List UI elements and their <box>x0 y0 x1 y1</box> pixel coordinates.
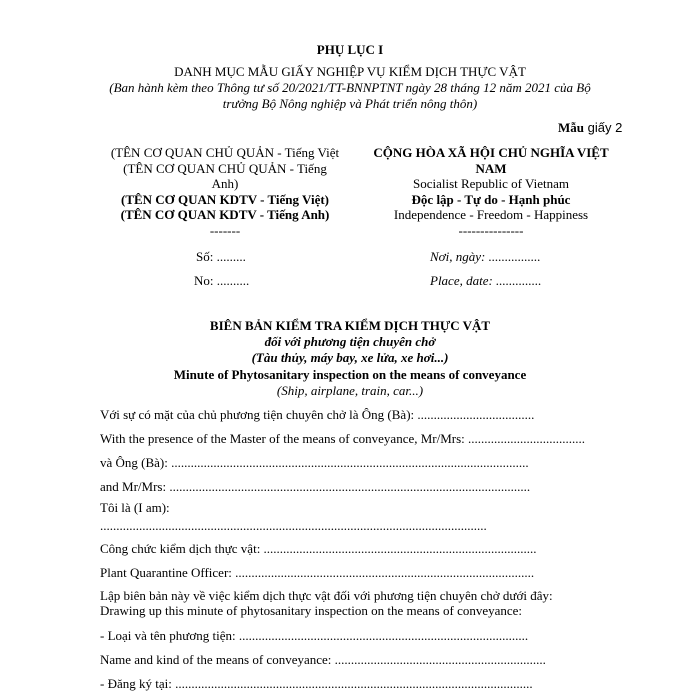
place-date-vi: Nơi, ngày: ................ <box>430 249 541 264</box>
master-name-vi-field: Với sự có mặt của chủ phương tiện chuyên chở là Ông (Bà): .................................... <box>100 407 535 422</box>
doc-number-vi: Số: ......... <box>196 249 246 264</box>
motto-en: Independence - Freedom - Happiness <box>393 207 589 222</box>
officer-title-en-field: Plant Quarantine Officer: ............................................................................................ <box>100 565 535 580</box>
form-list-title: DANH MỤC MẪU GIẤY NGHIỆP VỤ KIỂM DỊCH THỰC VẬT <box>174 64 526 79</box>
form-number-value: giấy 2 <box>584 120 623 135</box>
motto-vi: Độc lập - Tự do - Hạnh phúc <box>411 191 571 207</box>
conveyance-types-en: (Ship, airplane, train, car...) <box>276 383 424 398</box>
conveyance-kind-en-field: Name and kind of the means of conveyance: ................................................................. <box>100 652 546 667</box>
conveyance-types-vi: (Tàu thủy, máy bay, xe lửa, xe hơi...) <box>251 350 449 365</box>
doc-number-en: No: .......... <box>194 273 250 288</box>
quarantine-agency-en: (TÊN CƠ QUAN KDTV - Tiếng Anh) <box>120 207 330 222</box>
master-name-en-field: With the presence of the Master of the means of conveyance, Mr/Mrs: .................................... <box>100 431 586 446</box>
parent-agency-vi: (TÊN CƠ QUAN CHỦ QUẢN - Tiếng Việt <box>110 145 340 160</box>
parent-agency-en-cont: Anh) <box>211 176 239 191</box>
national-separator: --------------- <box>458 222 524 238</box>
officer-title-vi-field: Công chức kiểm dịch thực vật: .................................................................................... <box>100 541 537 556</box>
country-name-vi: CỘNG HÒA XÃ HỘI CHỦ NGHĨA VIỆT <box>373 145 609 160</box>
minute-title-vi: BIÊN BẢN KIỂM TRA KIỂM DỊCH THỰC VẬT <box>209 318 491 333</box>
parent-agency-en: (TÊN CƠ QUAN CHỦ QUẢN - Tiếng <box>123 160 327 176</box>
place-date-en: Place, date: .............. <box>430 273 542 288</box>
registered-at-field: - Đăng ký tại: .............................................................................................................. <box>100 676 533 691</box>
purpose-statement-vi: Lập biên bản này về việc kiểm dịch thực vật đối với phương tiện chuyên chở dưới đây: <box>100 588 553 603</box>
issued-note-line1: (Ban hành kèm theo Thông tư số 20/2021/TT-BNNPTNT ngày 28 tháng 12 năm 2021 của Bộ <box>109 80 591 95</box>
officer-intro-field: ....................................................................................................................... <box>100 518 487 533</box>
form-number-label: Mẫu <box>558 120 584 135</box>
witness-name-en-field: and Mr/Mrs: ............................................................................................................... <box>100 479 531 494</box>
conveyance-kind-vi-field: - Loại và tên phương tiện: ......................................................................................... <box>100 628 529 643</box>
issued-note-line2: trưởng Bộ Nông nghiệp và Phát triển nông thôn) <box>222 96 478 111</box>
appendix-heading: PHỤ LỤC I <box>316 42 384 57</box>
form-number <box>558 120 622 136</box>
national-header <box>360 145 622 238</box>
minute-title-en: Minute of Phytosanitary inspection on the means of conveyance <box>173 367 527 382</box>
witness-name-vi-field: và Ông (Bà): .............................................................................................................. <box>100 455 529 470</box>
quarantine-agency-vi: (TÊN CƠ QUAN KDTV - Tiếng Việt) <box>120 191 329 207</box>
country-name-en: Socialist Republic of Vietnam <box>412 176 570 191</box>
minute-subtitle-vi: đối với phương tiện chuyên chở <box>264 334 436 349</box>
country-name-vi-cont: NAM <box>475 160 507 176</box>
agency-header <box>96 145 354 238</box>
agency-separator: ------- <box>209 222 241 238</box>
purpose-statement-en: Drawing up this minute of phytosanitary inspection on the means of conveyance: <box>100 603 523 618</box>
officer-intro-label: Tôi là (I am): <box>100 500 170 515</box>
